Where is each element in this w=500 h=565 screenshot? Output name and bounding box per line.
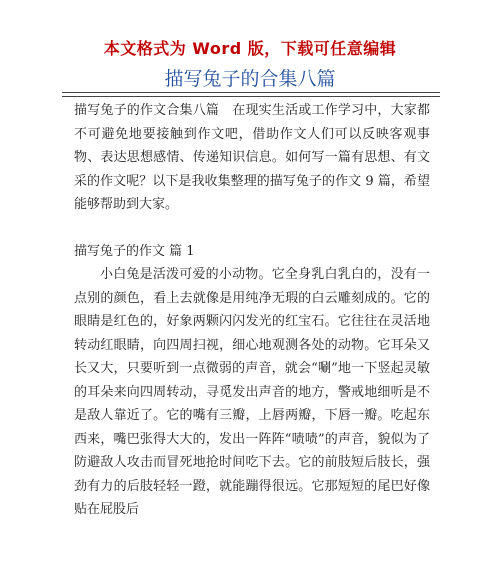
essay-paragraph: 小白兔是活泼可爱的小动物。它全身乳白乳白的，没有一点别的颜色，看上去就像是用纯净无瑕的白云雕刻成的。它的眼睛是红色的，好象两颗闪闪发光的红宝石。它往往在灵活地转动红眼睛，向四周扫视，细心地观测各处的动物。它耳朵又长又大，只要听到一点微弱的声音，就会“唰”地一下竖起灵敏的耳朵来向四周转动，寻觅发出声音的地方，警戒地细听是不是敌人靠近了。它的嘴有三瓣，上唇两瓣，下唇一瓣。吃起东西来，嘴巴张得大大的，发出一阵阵“啧啧”的声音，貌似为了防避敌人攻击而冒死地抢时间吃下去。它的前肢短后肢长，强劲有力的后肢轻轻一蹬，就能蹦得很远。它那短短的尾巴好像贴在屁股后 bbox=[74, 267, 430, 517]
title-rule-bottom bbox=[62, 96, 440, 97]
document-body bbox=[74, 99, 430, 522]
document-title: 描写兔子的合集八篇 bbox=[164, 68, 336, 90]
essay-heading: 描写兔子的作文 篇 1 bbox=[74, 243, 195, 259]
paragraph-gap bbox=[74, 217, 430, 240]
title-rule-top bbox=[62, 92, 440, 93]
download-banner: 本文格式为 Word 版，下载可任意编辑 bbox=[103, 39, 397, 58]
intro-paragraph: 描写兔子的作文合集八篇 在现实生活或工作学习中，大家都不可避免地要接触到作文吧，借助作文人们可以反映客观事物、表达思想感情、传递知识信息。如何写一篇有思想、有文采的作文呢？以下是我收集整理的描写兔子的作文 9 篇，希望能够帮助到大家。 bbox=[74, 103, 430, 212]
